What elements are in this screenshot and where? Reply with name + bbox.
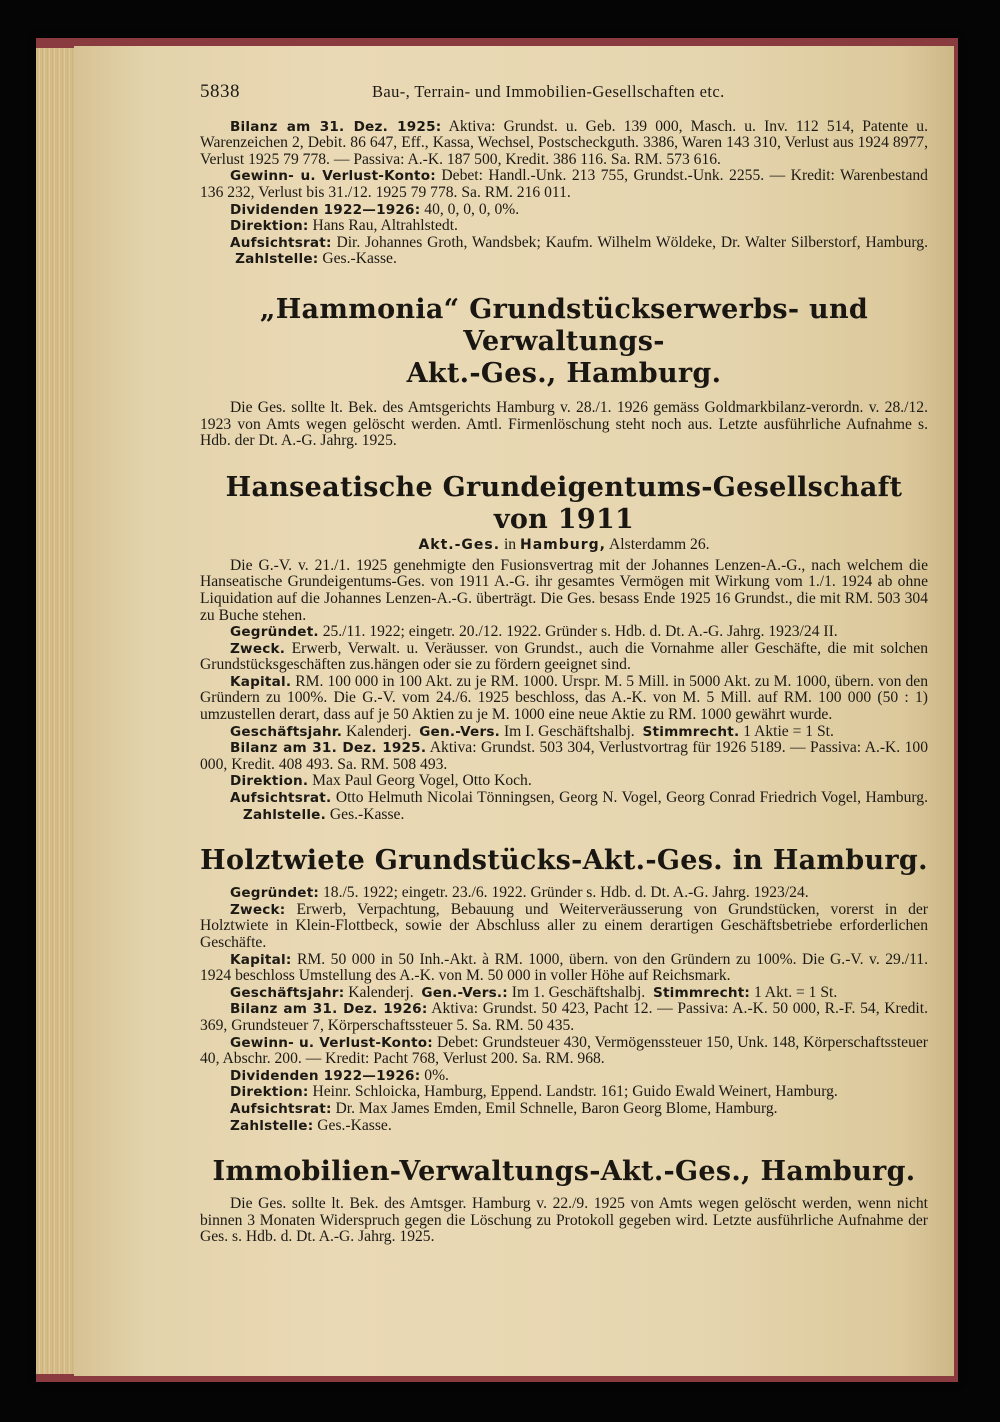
entry-text: Hans Rau, Altrahlstedt. — [312, 217, 458, 235]
company-title: „Hammonia“ Grundstückserwerbs- und Verwaltungs- — [259, 293, 869, 357]
page-header — [200, 81, 928, 102]
entry-label: Gewinn- u. Verlust-Konto: — [230, 1034, 433, 1051]
entry-text: Aktiva: Grundst. 503 304, Verlustvortrag für 1926 5189. — Passiva: A.-K. 100 000, Kredit. 408 493. Sa. RM. 508 493. — [200, 739, 928, 773]
entry-text: Debet: Handl.-Unk. 213 755, Grundst.-Unk. 2255. — Kredit: Warenbestand 136 232, Verlust bis 31./12. 1925 79 778. Sa. RM. 216 011. — [200, 167, 928, 201]
entry-text: Max Paul Georg Vogel, Otto Koch. — [312, 772, 532, 790]
geschaeftsjahr-entry — [200, 985, 928, 1002]
direktion-entry — [200, 1084, 928, 1101]
bilanz-entry — [200, 119, 928, 169]
entry-text: Ges.-Kasse. — [329, 805, 405, 823]
entry-text: Debet: Grundsteuer 430, Vermögenssteuer 150, Unk. 148, Körperschaftssteuer 40, Abschr. 200. — Kredit: Pacht 768, Verlust 200. Sa. RM. 968. — [200, 1033, 928, 1068]
entry-text: 1 Aktie = 1 St. — [743, 722, 834, 740]
entry-label: Aufsichtsrat. — [230, 790, 332, 807]
entry-label: Bilanz am 31. Dez. 1925. — [230, 740, 427, 757]
entry-label: Direktion. — [230, 773, 309, 790]
entry-label: Aufsichtsrat: — [230, 234, 332, 251]
entry-label: Zweck: — [230, 901, 286, 918]
entry-text: 0%. — [424, 1066, 449, 1084]
company-title-line2: Akt.-Ges., Hamburg. — [406, 357, 722, 389]
company-title: Holztwiete Grundstücks-Akt.-Ges. in Hamburg. — [200, 845, 928, 877]
entry-label: Zahlstelle. — [242, 806, 326, 823]
section-hanseatische — [200, 472, 928, 824]
gegruendet-entry — [200, 885, 928, 902]
zahlstelle-entry — [200, 1118, 928, 1135]
entry-label: Stimmrecht. — [642, 723, 740, 740]
company-body: Die Ges. sollte lt. Bek. des Amtsgerichts Hamburg v. 28./1. 1926 gemäss Goldmarkbilanz-verordn. v. 28./12. 1923 von Amts wegen gelöscht werden. Amtl. Firmenlöschung steht noch aus. Letzte ausführliche Aufnahme s. Hdb. der Dt. A.-G. Jahrg. 1925. — [200, 398, 928, 450]
entry-label: Gen.-Vers.: — [421, 984, 508, 1001]
subtitle-in: in — [503, 535, 517, 553]
entry-label: Aufsichtsrat: — [230, 1100, 332, 1117]
entry-label: Direktion: — [230, 1084, 309, 1101]
entry-text: Erwerb, Verpachtung, Bebauung und Weiterveräusserung von Grundstücken, vorerst in der Holztwiete in Klein-Flottbeck, sowie der Abschluss aller zu einem derartigen Geschäftsbetriebe erforderlichen Geschäfte. — [200, 900, 928, 951]
entry-text: Erwerb, Verwalt. u. Veräusser. von Grundst., auch die Vornahme aller Geschäfte, die mit solchen Grundstücksgeschäften zus.hängen oder sie zu fördern geeignet sind. — [200, 639, 928, 674]
company-body: Die Ges. sollte lt. Bek. des Amtsger. Hamburg v. 22./9. 1925 von Amts wegen gelöscht werden, wenn nicht binnen 3 Monaten Widerspruch gegen die Löschung zu Protokoll gegeben wird. Letzte ausführliche Aufnahme der Ges. s. Hdb. d. Dt. A.-G. Jahrg. 1925. — [200, 1195, 928, 1246]
running-head: Bau-, Terrain- und Immobilien-Gesellschaften etc. — [372, 82, 725, 101]
guv-entry — [200, 1035, 928, 1068]
page-number: 5838 — [200, 81, 240, 102]
entry-label: Dividenden 1922—1926: — [230, 1067, 421, 1084]
entry-text: 1 Akt. = 1 St. — [753, 983, 838, 1001]
entry-text: Kalenderj. — [348, 983, 414, 1001]
zweck-entry — [200, 641, 928, 674]
entry-text: RM. 100 000 in 100 Akt. zu je RM. 1000. Urspr. M. 5 Mill. in 5000 Akt. zu M. 1000, übern. von den Gründern zu 100%. Die G.-V. vom 24./6. 1925 beschloss, das A.-K. von M. 5 Mill. auf RM. 100 000 (50 : 1) umzustellen derart, dass auf je 50 Aktien zu je M. 1000 eine neue Aktie zu RM. 1000 gewährt wurde. — [200, 672, 928, 724]
section-previous-company — [200, 119, 928, 268]
entry-text: 40, 0, 0, 0, 0%. — [424, 200, 520, 218]
kapital-entry — [200, 952, 928, 985]
zweck-entry — [200, 902, 928, 952]
aufsichtsrat-entry — [200, 1101, 928, 1118]
entry-label: Geschäftsjahr: — [230, 984, 345, 1001]
intro-paragraph: Die G.-V. v. 21./1. 1925 genehmigte den Fusionsvertrag mit der Johannes Lenzen-A.-G., nach welchem die Hanseatische Grundeigentums-Ges. von 1911 A.-G. ihr gesamtes Vermögen mit Wirkung vom 1./1. 1924 ab ohne Liquidation auf die Johannes Lenzen-A.-G. überträgt. Die Ges. besass Ende 1925 16 Grundst., die mit RM. 503 304 zu Buche stehen. — [200, 556, 928, 624]
entry-text: Im I. Geschäftshalbj. — [503, 722, 635, 740]
kapital-entry — [200, 674, 928, 724]
entry-text: Kalenderj. — [346, 722, 412, 740]
entry-label: Direktion: — [230, 218, 309, 235]
geschaeftsjahr-entry — [200, 724, 928, 741]
aufsichtsrat-entry — [200, 790, 928, 823]
bilanz-entry — [200, 1001, 928, 1034]
dividenden-entry — [200, 202, 928, 219]
entry-text: Im 1. Geschäftshalbj. — [511, 983, 646, 1001]
subtitle-city: Hamburg, — [520, 536, 606, 553]
direktion-entry — [200, 773, 928, 790]
company-subtitle — [200, 536, 928, 554]
company-title: Immobilien-Verwaltungs-Akt.-Ges., Hamburg. — [212, 1156, 916, 1188]
bilanz-entry — [200, 740, 928, 773]
entry-text: 25./11. 1922; eingetr. 20./12. 1922. Gründer s. Hdb. d. Dt. A.-G. Jahrg. 1923/24 II. — [322, 623, 838, 641]
entry-text: Otto Helmuth Nicolai Tönningsen, Georg N. Vogel, Georg Conrad Friedrich Vogel, Hamburg. — [335, 789, 928, 807]
entry-text: 18./5. 1922; eingetr. 23./6. 1922. Gründer s. Hdb. d. Dt. A.-G. Jahrg. 1923/24. — [322, 884, 809, 902]
entry-label: Dividenden 1922—1926: — [230, 201, 421, 218]
entry-text: Heinr. Schloicka, Hamburg, Eppend. Landstr. 161; Guido Ewald Weinert, Hamburg. — [312, 1083, 838, 1101]
guv-entry — [200, 168, 928, 201]
entry-label: Zahlstelle: — [235, 251, 319, 268]
entry-label: Gegründet: — [230, 885, 320, 902]
company-title: Hanseatische Grundeigentums-Gesellschaft von 1911 — [225, 471, 903, 535]
entry-label: Geschäftsjahr. — [230, 723, 343, 740]
entry-label: Gegründet. — [230, 624, 319, 641]
entry-label: Bilanz am 31. Dez. 1926: — [230, 1001, 428, 1018]
entry-label: Zweck. — [230, 640, 286, 657]
section-immobilien-verwaltung — [200, 1156, 928, 1246]
entry-label: Zahlstelle: — [230, 1117, 314, 1134]
entry-label: Bilanz am 31. Dez. 1925: — [230, 118, 442, 135]
page-edges — [36, 48, 76, 1374]
entry-label: Stimmrecht: — [652, 984, 751, 1001]
entry-label: Kapital: — [230, 951, 292, 968]
entry-text: Dr. Max James Emden, Emil Schnelle, Baron Georg Blome, Hamburg. — [335, 1099, 778, 1117]
entry-text: Aktiva: Grundst. 50 423, Pacht 12. — Passiva: A.-K. 50 000, R.-F. 54, Kredit. 369, Grundsteuer 7, Körperschaftssteuer 5. Sa. RM. 50 435. — [200, 1000, 928, 1034]
entry-text: Aktiva: Grundst. u. Geb. 139 000, Masch. u. Inv. 112 514, Patente u. Warenzeichen 2, Debit. 86 647, Eff., Kassa, Wechsel, Postscheckguth. 3386, Waren 143 310, Verlust aus 1924 8977, Verlust 1925 79 778. — Passiva: A.-K. 187 500, Kredit. 386 116. Sa. RM. 573 616. — [200, 117, 928, 168]
entry-label: Gen.-Vers. — [419, 723, 501, 740]
entry-label: Kapital. — [230, 673, 292, 690]
subtitle-akt-ges: Akt.-Ges. — [418, 536, 501, 553]
entry-label: Gewinn- u. Verlust-Konto: — [230, 168, 436, 185]
page-content — [200, 81, 928, 1246]
aufsichtsrat-entry — [200, 235, 928, 268]
entry-text: Dir. Johannes Groth, Wandsbek; Kaufm. Wilhelm Wöldeke, Dr. Walter Silberstorf, Hamburg. — [336, 233, 928, 251]
entry-text: RM. 50 000 in 50 Inh.-Akt. à RM. 1000, übern. von den Gründern zu 100%. Die G.-V. v. 29./11. 1924 beschloss Umstellung des A.-K. von M. 50 000 in voller Höhe auf Reichsmark. — [200, 950, 928, 985]
entry-text: Ges.-Kasse. — [322, 250, 397, 268]
entry-text: Ges.-Kasse. — [317, 1116, 392, 1134]
section-holztwiete — [200, 845, 928, 1134]
dividenden-entry — [200, 1068, 928, 1085]
direktion-entry — [200, 218, 928, 235]
subtitle-address: Alsterdamm 26. — [609, 535, 710, 553]
section-hammonia — [200, 294, 928, 450]
gegruendet-entry — [200, 624, 928, 641]
